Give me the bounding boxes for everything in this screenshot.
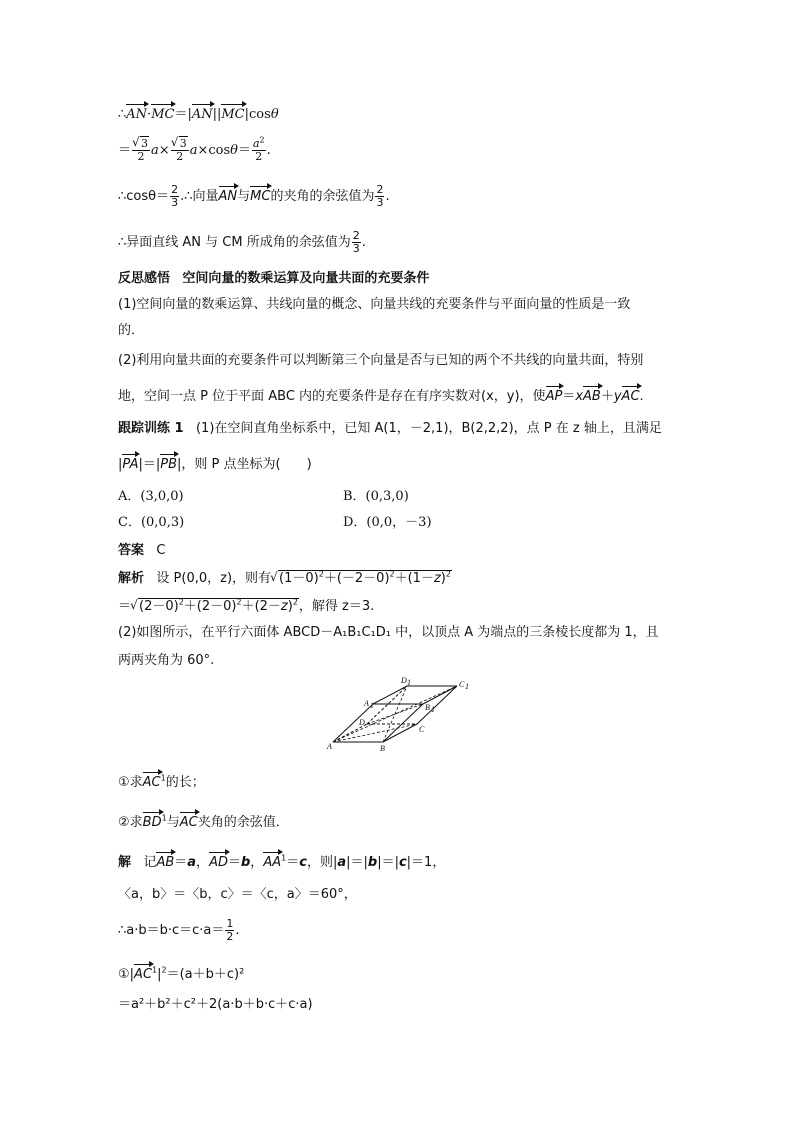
label-A1: A — [364, 699, 369, 708]
question2-line2: 两两夹角为 60°. — [118, 653, 215, 668]
label-B1-sub: 1 — [431, 705, 435, 714]
subquestion-2: ②求$BD^1$与AC夹角的余弦值． — [118, 813, 289, 830]
para1-line1: (1)空间向量的数乘运算、共线向量的概念、向量共线的充要条件与平面向量的性质是一致 — [118, 297, 631, 312]
analysis-line1: 解析 设 P(0,0，z)，则有√ $(1-0)^2+(-2-0)^2+(1-z)^2$ — [118, 570, 452, 588]
track-training-line2: |PA|＝|PB|，则 P 点坐标为( ) — [118, 454, 312, 474]
para1-line2: 的． — [118, 323, 145, 338]
question2-line1: (2)如图所示，在平行六面体 ABCD－A₁B₁C₁D₁ 中，以顶点 A 为端点的三条棱长度都为 1，且 — [118, 625, 659, 640]
subquestion-1: ①求$AC^1$的长； — [118, 773, 205, 790]
line-product-expansion: ＝ √ $\frac{3}{2}$ a× √ $\frac{3}{2}$ a×cosθ＝ $\frac{a^2}{2}$ . — [118, 138, 271, 163]
para2-line2: 地，空间一点 P 位于平面 ABC 内的充要条件是存在有序实数对(x，y)，使AP＝xAB＋yAC. — [118, 386, 644, 406]
label-B1: B — [425, 703, 430, 712]
line-skew-angle: ∴异面直线 AN 与 CM 所成角的余弦值为 $\frac{2}{3}$ . — [118, 229, 366, 255]
option-d: D．(0,0，－3) — [343, 515, 432, 530]
label-A: A — [327, 742, 332, 751]
heading-text: 空间向量的数乘运算及向量共面的充要条件 — [182, 271, 430, 286]
parallelepiped-figure — [325, 652, 475, 752]
label-D1: D — [401, 676, 407, 685]
label-D: D — [359, 718, 365, 727]
track-training-line1: 跟踪训练 1 (1)在空间直角坐标系中，已知 A(1，－2,1)，B(2,2,2)，点 P 在 z 轴上，且满足 — [118, 421, 662, 436]
section-heading — [118, 270, 429, 288]
line-cosine-result: ∴cosθ＝ $\frac{2}{3}$ .∴向量AN与MC的夹角的余弦值为 $\frac{2}{3}$ . — [118, 183, 390, 209]
solution-expansion-2: ＝a²＋b²＋c²＋2(a·b＋b·c＋c·a) — [118, 997, 313, 1012]
label-C1: C — [459, 680, 465, 689]
label-D1-sub: 1 — [407, 678, 411, 687]
solution-line1: 解 记AB＝a，AD＝b，$AA^1=c$，则|a|＝|b|＝|c|＝1， — [118, 853, 446, 870]
option-a: A．(3,0,0) — [118, 489, 184, 504]
analysis-line2: ＝√ $(2-0)^2+(2-0)^2+(2-z)^2$，解得 z＝3. — [118, 598, 374, 616]
solution-expansion-1: $①|AC^1|^2=(a+b+c)^2$ — [118, 965, 245, 982]
answer-line: 答案 C — [118, 543, 166, 558]
solution-dot-equal: ∴a·b＝b·c＝c·a＝ $\frac{1}{2}$ . — [118, 917, 240, 943]
line-dot-product: ∴AN·MC＝|AN||MC|cosθ — [118, 104, 279, 124]
heading-label: 反思感悟 — [118, 271, 171, 286]
para2-line1: (2)利用向量共面的充要条件可以判断第三个向量是否与已知的两个不共线的向量共面，特别 — [118, 353, 644, 368]
label-B: B — [380, 744, 385, 752]
label-C1-sub: 1 — [465, 682, 469, 691]
label-C: C — [419, 725, 425, 734]
label-A1-sub: 1 — [370, 701, 374, 710]
solution-angles: 〈a，b〉＝〈b，c〉＝〈c，a〉＝60°， — [118, 887, 357, 902]
option-b: B．(0,3,0) — [343, 489, 409, 504]
option-c: C．(0,0,3) — [118, 515, 185, 530]
